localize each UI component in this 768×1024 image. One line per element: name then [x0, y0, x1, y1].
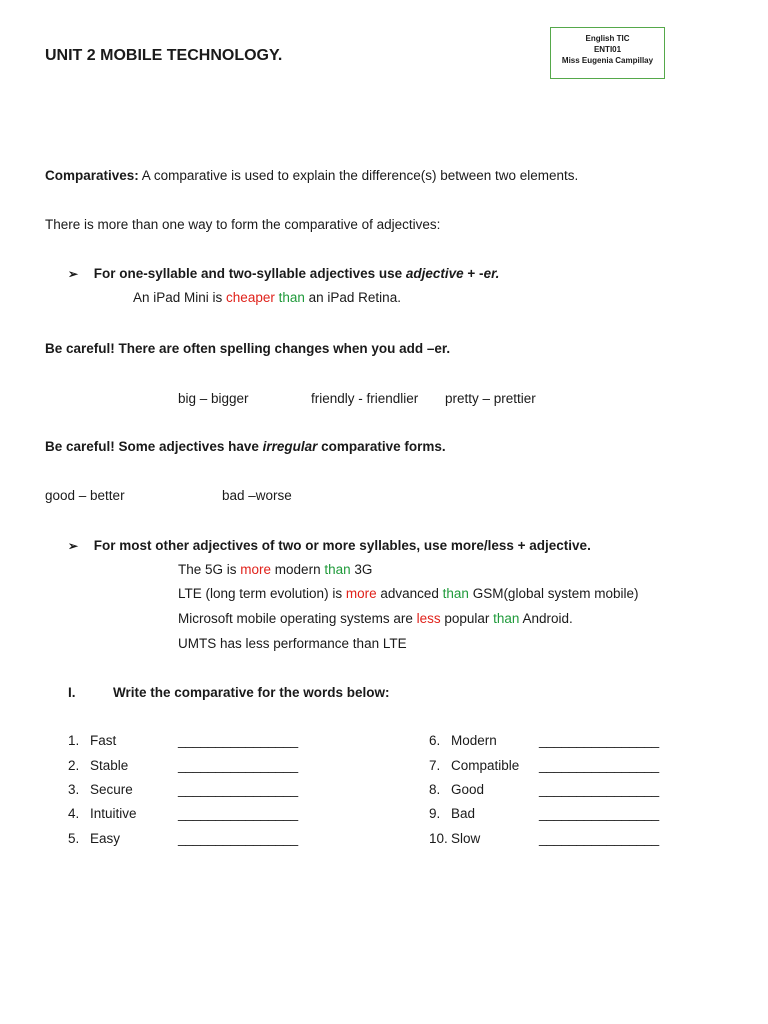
exercise-title: Write the comparative for the words below:	[113, 685, 390, 700]
rule2-example-1	[178, 562, 372, 577]
item-number: 6.	[429, 733, 441, 748]
item-word: Stable	[90, 758, 129, 773]
answer-blank[interactable]: ________________	[178, 831, 299, 846]
item-number: 4.	[68, 806, 80, 821]
exercise-item	[429, 758, 660, 773]
item-word: Intuitive	[90, 806, 137, 821]
item-word: Modern	[451, 733, 497, 748]
exercise-item	[429, 831, 660, 846]
rule-one-syllable	[68, 266, 499, 281]
ex-than: than	[493, 611, 520, 626]
answer-blank[interactable]: ________________	[539, 806, 660, 821]
answer-blank[interactable]: ________________	[178, 733, 299, 748]
careful2-a: Be careful! Some adjectives have	[45, 439, 263, 454]
ex-text: The 5G is	[178, 562, 241, 577]
rule1-text-b: adjective	[405, 266, 464, 281]
rule2-example-2	[178, 586, 639, 601]
exercise-item	[68, 758, 299, 773]
item-word: Compatible	[451, 758, 520, 773]
header-course: English TIC	[585, 34, 630, 43]
careful-irregular-note	[45, 439, 446, 454]
ex-text: modern	[271, 562, 325, 577]
exercise-item	[68, 733, 299, 748]
item-word: Slow	[451, 831, 481, 846]
ex-highlight: more	[345, 586, 377, 601]
rule2-text: For most other adjectives of two or more syllables, use more/less + adjective.	[93, 538, 591, 553]
spelling-example: friendly - friendlier	[311, 391, 419, 406]
item-number: 3.	[68, 782, 80, 797]
item-word: Secure	[90, 782, 133, 797]
comparatives-text: A comparative is used to explain the difference(s) between two elements.	[138, 168, 579, 183]
ex-text: popular	[440, 611, 494, 626]
rule2-example-3	[178, 611, 573, 626]
ex-text: Microsoft mobile operating systems are	[178, 611, 417, 626]
arrow-bullet-icon: ➢	[68, 267, 79, 281]
item-number: 10.	[429, 831, 448, 846]
item-word: Good	[451, 782, 485, 797]
rule1-example-a: An iPad Mini is	[133, 290, 227, 305]
ex-text: 3G	[350, 562, 373, 577]
rule1-example-b: an iPad Retina.	[304, 290, 401, 305]
rule1-text-d: er.	[483, 266, 500, 281]
ex-highlight: more	[240, 562, 272, 577]
header-teacher: Miss Eugenia Campillay	[561, 56, 654, 65]
answer-blank[interactable]: ________________	[539, 782, 660, 797]
ex-text: Android.	[519, 611, 573, 626]
ex-highlight: less	[416, 611, 441, 626]
rule1-text-c: + -	[463, 266, 484, 281]
ex-than: than	[442, 586, 469, 601]
spelling-example: pretty – prettier	[445, 391, 536, 406]
rule1-text-a: For one-syllable and two-syllable adjectives use	[93, 266, 406, 281]
item-word: Easy	[90, 831, 121, 846]
item-number: 5.	[68, 831, 80, 846]
header-info-box	[550, 27, 665, 79]
irregular-example: bad –worse	[222, 488, 292, 503]
ex-than: than	[324, 562, 351, 577]
comparatives-definition	[45, 168, 578, 183]
item-number: 1.	[68, 733, 80, 748]
arrow-bullet-icon: ➢	[68, 539, 79, 553]
item-number: 9.	[429, 806, 441, 821]
item-number: 2.	[68, 758, 80, 773]
careful2-irregular: irregular	[262, 439, 318, 454]
exercise-item	[68, 806, 299, 821]
exercise-heading	[68, 685, 390, 700]
ex-text: advanced	[376, 586, 443, 601]
comparatives-label: Comparatives:	[45, 168, 139, 183]
answer-blank[interactable]: ________________	[178, 806, 299, 821]
ex-text: GSM(global system mobile)	[468, 586, 639, 601]
rule1-example	[133, 290, 401, 305]
exercise-item	[68, 782, 299, 797]
answer-blank[interactable]: ________________	[178, 758, 299, 773]
careful-spelling-note: Be careful! There are often spelling changes when you add –er.	[45, 341, 451, 356]
answer-blank[interactable]: ________________	[178, 782, 299, 797]
answer-blank[interactable]: ________________	[539, 831, 660, 846]
item-number: 8.	[429, 782, 441, 797]
item-word: Fast	[90, 733, 117, 748]
exercise-item	[429, 806, 660, 821]
rule1-example-highlight: cheaper	[226, 290, 275, 305]
exercise-item	[68, 831, 299, 846]
exercise-item	[429, 733, 660, 748]
ex-text: LTE (long term evolution) is	[178, 586, 346, 601]
page-title: UNIT 2 MOBILE TECHNOLOGY.	[45, 47, 283, 64]
careful2-c: comparative forms.	[317, 439, 446, 454]
answer-blank[interactable]: ________________	[539, 758, 660, 773]
rule1-example-than: than	[278, 290, 305, 305]
more-ways-text: There is more than one way to form the comparative of adjectives:	[45, 217, 441, 232]
header-code: ENTI01	[593, 45, 622, 54]
answer-blank[interactable]: ________________	[539, 733, 660, 748]
rule-multi-syllable	[68, 538, 591, 553]
exercise-item	[429, 782, 660, 797]
item-word: Bad	[451, 806, 476, 821]
spelling-example: big – bigger	[178, 391, 249, 406]
rule2-example-4: UMTS has less performance than LTE	[178, 636, 407, 651]
item-number: 7.	[429, 758, 441, 773]
irregular-example: good – better	[45, 488, 125, 503]
exercise-numeral: I.	[68, 685, 76, 700]
